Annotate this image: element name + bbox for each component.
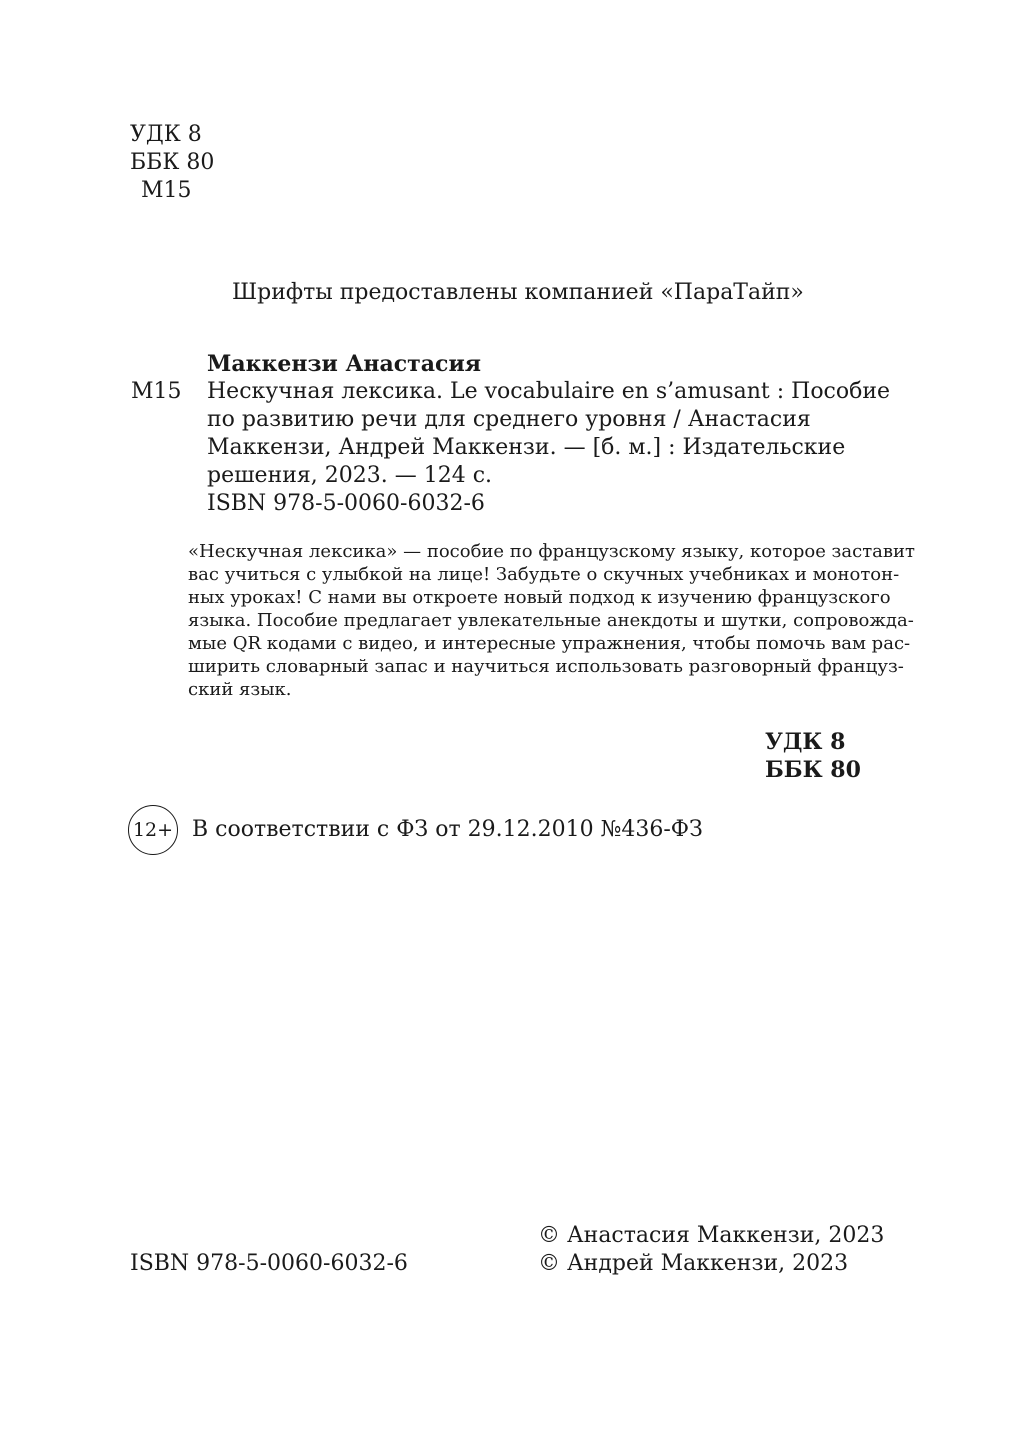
copyright-line: © Анастасия Маккензи, 2023 bbox=[538, 1223, 885, 1248]
footer-isbn: ISBN 978-5-0060-6032-6 bbox=[130, 1251, 408, 1276]
record-line: решения, 2023. — 124 с. bbox=[207, 463, 493, 488]
udk-code: УДК 8 bbox=[130, 122, 202, 147]
record-isbn: ISBN 978-5-0060-6032-6 bbox=[207, 491, 485, 516]
age-rating-badge bbox=[128, 805, 178, 855]
annotation-line: ширить словарный запас и научиться использовать разговорный француз- bbox=[188, 656, 904, 677]
record-author-sign: М15 bbox=[131, 379, 182, 404]
copyright-line: © Андрей Маккензи, 2023 bbox=[538, 1251, 849, 1276]
annotation-line: мые QR кодами с видео, и интересные упражнения, чтобы помочь вам рас- bbox=[188, 633, 911, 654]
annotation-line: ский язык. bbox=[188, 679, 292, 700]
fonts-credit: Шрифты предоставлены компанией «ПараТайп» bbox=[232, 280, 804, 305]
age-rating-label: 12+ bbox=[132, 819, 174, 841]
annotation-line: ных уроках! С нами вы откроете новый подход к изучению французского bbox=[188, 587, 891, 608]
annotation-line: вас учиться с улыбкой на лице! Забудьте о скучных учебниках и монотон- bbox=[188, 564, 900, 585]
classification-block bbox=[130, 121, 214, 205]
annotation-line: «Нескучная лексика» — пособие по французскому языку, которое заставит bbox=[188, 541, 915, 562]
bbk-code: ББК 80 bbox=[130, 150, 215, 175]
annotation-line: языка. Пособие предлагает увлекательные анекдоты и шутки, сопровожда- bbox=[188, 610, 914, 631]
copyright-block bbox=[538, 1222, 884, 1278]
bbk-code-right: ББК 80 bbox=[765, 757, 861, 783]
udk-code-right: УДК 8 bbox=[765, 729, 846, 755]
record-line: по развитию речи для среднего уровня / Анастасия bbox=[207, 407, 811, 432]
record-author: Маккензи Анастасия bbox=[207, 351, 482, 377]
record-line: Нескучная лексика. Le vocabulaire en s’amusant : Пособие bbox=[207, 379, 891, 404]
annotation bbox=[188, 540, 915, 701]
classification-right bbox=[765, 728, 861, 784]
author-sign: М15 bbox=[141, 178, 192, 203]
age-rating-note: В соответствии с ФЗ от 29.12.2010 №436-ФЗ bbox=[192, 817, 703, 842]
record-line: Маккензи, Андрей Маккензи. — [б. м.] : Издательские bbox=[207, 435, 846, 460]
bibliographic-record bbox=[207, 378, 891, 518]
